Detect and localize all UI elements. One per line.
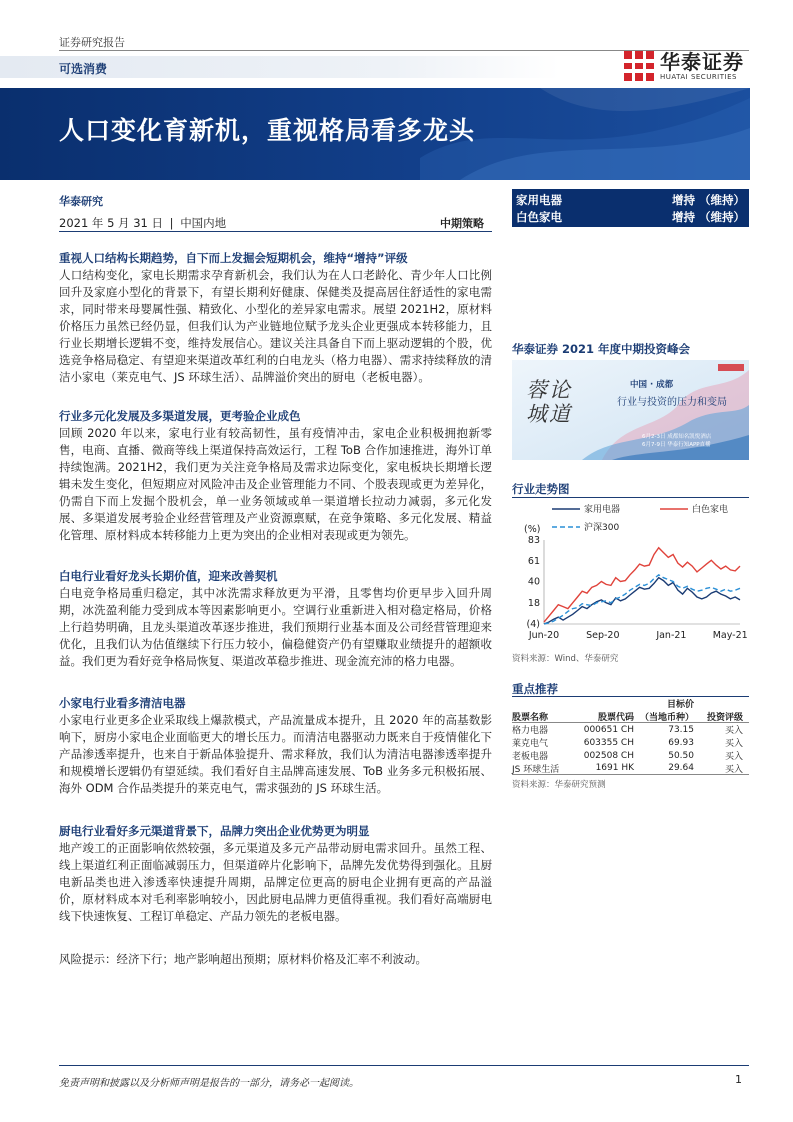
stock-name: JS 环球生活 xyxy=(512,764,560,775)
table-row xyxy=(512,736,749,749)
meta-divider xyxy=(59,231,492,232)
y-axis-label: (%) xyxy=(524,524,541,535)
sector-label: 可选消费 xyxy=(59,62,108,76)
rating-sector: 家用电器 xyxy=(516,193,562,207)
stock-rating: 买入 xyxy=(724,764,743,775)
col-header: 投资评级 xyxy=(706,712,743,723)
brand-name-cn: 华泰证券 xyxy=(660,50,744,74)
target-price: 29.64 xyxy=(668,763,694,773)
section-population xyxy=(59,250,492,386)
x-tick-label: Jun-20 xyxy=(528,630,560,641)
rating-value: 增持 （维持） xyxy=(671,210,745,224)
series-line-1 xyxy=(544,578,740,624)
section-heading: 重视人口结构长期趋势，自下而上发掘会短期机会，维持“增持”评级 xyxy=(59,251,408,265)
picks-table xyxy=(512,697,749,790)
y-tick-label: 18 xyxy=(527,597,540,609)
rating-value: 增持 （维持） xyxy=(671,193,745,207)
table-row xyxy=(512,749,749,762)
target-price: 50.50 xyxy=(668,750,694,761)
col-header-target: 目标价 xyxy=(666,700,694,710)
y-tick-label: 61 xyxy=(527,556,540,568)
y-tick-label: 40 xyxy=(527,576,540,588)
trend-chart xyxy=(512,500,749,648)
legend-label: 白色家电 xyxy=(692,505,729,515)
x-tick-label: May-21 xyxy=(712,630,748,641)
strategy-type: 中期策略 xyxy=(440,217,484,230)
section-body: 小家电行业更多企业采取线上爆款模式，产品流量成本提升，且 2020 年的高基数影响下，厨房小家电企业面临更大的增长压力。而清洁电器驱动力既来自于疫情催化下产品渗透率提升，也来自于新品体验提升、需求释放，我们认为清洁电器渗透率提升和规模增长逻辑仍有望延续。我们看好自主品牌高速发展、ToB 业务多元积极拓展、海外 ODM 合作品类提升的莱克电气，需求强劲的 JS 环球生活。 xyxy=(59,713,492,795)
brand-name-en: HUATAI SECURITIES xyxy=(660,73,737,81)
y-tick-label: 83 xyxy=(527,535,540,546)
huatai-logo-icon xyxy=(624,51,654,81)
date-region-line xyxy=(59,215,226,231)
x-tick-label: Jan-21 xyxy=(656,630,687,641)
page-number: 1 xyxy=(735,1073,742,1086)
stock-code: 603355 CH xyxy=(583,737,634,748)
footer-divider xyxy=(59,1065,749,1066)
target-price: 73.15 xyxy=(668,724,694,735)
stock-name: 老板电器 xyxy=(512,752,549,762)
series-line-2 xyxy=(544,548,740,622)
stock-code: 000651 CH xyxy=(583,724,634,735)
trend-source: 资料来源：Wind、华泰研究 xyxy=(512,654,619,664)
report-type-label: 证券研究报告 xyxy=(59,36,125,49)
section-small-appliances xyxy=(59,695,492,797)
picks-heading: 重点推荐 xyxy=(512,682,558,696)
section-body: 地产竣工的正面影响依然较强，多元渠道及多元产品带动厨电需求回升。虽然工程、线上渠道红利正面临减弱压力，但渠道碎片化影响下，品牌先发优势得到强化。且厨电新品类也进入渗透率快速提升周期，品牌定位更高的厨电企业拥有更高的产品溢价，原材料成本对毛利率影响较小，因此厨电品牌力更值得重视。我们看好高端厨电线下快速恢复、工程订单稳定、产品力领先的老板电器。 xyxy=(59,841,492,923)
section-heading: 白电行业看好龙头长期价值，迎来改善契机 xyxy=(59,569,278,583)
summit-heading: 华泰证券 2021 年度中期投资峰会 xyxy=(512,342,691,356)
stock-name: 莱克电气 xyxy=(512,739,549,749)
summit-calligraphy: 蓉论城道 xyxy=(526,378,572,426)
series-line-3 xyxy=(544,575,740,624)
section-heading: 小家电行业看多清洁电器 xyxy=(59,696,186,710)
chart-legend xyxy=(552,503,728,533)
summit-theme: 行业与投资的压力和变局 xyxy=(617,397,727,408)
rating-row xyxy=(516,209,745,225)
stock-rating: 买入 xyxy=(724,726,743,736)
stock-rating: 买入 xyxy=(724,739,743,749)
table-header-top xyxy=(512,697,749,710)
stock-code: 1691 HK xyxy=(595,763,634,773)
section-industry xyxy=(59,408,492,544)
y-tick-label: (4) xyxy=(526,619,540,630)
rating-box xyxy=(512,189,749,227)
picks-source: 资料来源：华泰研究预测 xyxy=(512,780,606,790)
col-header: 股票名称 xyxy=(512,712,549,723)
x-tick-label: Sep-20 xyxy=(586,630,620,641)
section-body: 回顾 2020 年以来，家电行业有较高韧性，虽有疫情冲击，家电企业积极拥抱新零售，电商、直播、微商等线上渠道保持高效运行，工程 ToB 合作加速推进，海外订单持续饱满。2021H2，我们更为关注竞争格局及需求边际变化，家电板块长期增长逻辑未发生变化，但短期应对风险冲击及企业管理能力不同、个股表现或更为差异化，仍需自下而上发掘个股机会，单一业务领域或单一渠道增长拉动力减弱，多元化发展、多渠道发展考验企业经营管理及产业资源禀赋，在竞争策略、多元化发展、精益化管理、原材料成本转移能力上更为突出的企业相对表现或更为领先。 xyxy=(59,426,492,542)
chart-series xyxy=(544,548,740,624)
summit-detail-2: 6月7-9日 华泰行知APP直播 xyxy=(642,442,711,448)
table-row xyxy=(512,723,749,736)
report-region: 中国内地 xyxy=(180,216,227,230)
rating-row xyxy=(516,192,745,208)
research-firm: 华泰研究 xyxy=(59,195,103,208)
report-title: 人口变化育新机，重视格局看多龙头 xyxy=(59,116,476,145)
section-body: 人口结构变化，家电长期需求孕育新机会，我们认为在人口老龄化、青少年人口比例回升及家庭小型化的背景下，有望长期利好健康、保健类及提高居住舒适性的家电需求，同时带来母婴属性强、精致化、小型化的差异家电需求。展望 2021H2，原材料价格压力虽然已经仍显，但我们认为产业链地位赋予龙头企业更强成本转移能力，且行业长期增长逻辑不变，维持发展信心。建议关注具备自下而上驱动逻辑的个股，优选竞争格局稳定、有望迎来渠道改革红利的白电龙头（格力电器）、需求持续释放的清洁小家电（莱克电气、JS 环球生活）、品牌溢价突出的厨电（老板电器）。 xyxy=(59,268,492,384)
summit-sub-brand: 中国 · 成都 xyxy=(630,380,674,390)
stock-name: 格力电器 xyxy=(512,726,549,736)
table-row xyxy=(512,762,749,775)
col-header: （当地币种） xyxy=(639,712,694,723)
rating-sector: 白色家电 xyxy=(516,210,562,224)
brand-logo xyxy=(624,51,744,81)
x-axis xyxy=(528,624,748,641)
meta-separator: | xyxy=(169,216,174,230)
stock-rating: 买入 xyxy=(724,752,743,762)
y-axis xyxy=(527,535,544,630)
legend-label: 家用电器 xyxy=(584,505,621,515)
section-heading: 厨电行业看好多元渠道背景下，品牌力突出企业优势更为明显 xyxy=(59,824,370,838)
section-kitchen xyxy=(59,823,492,925)
section-white-goods xyxy=(59,568,492,670)
stock-code: 002508 CH xyxy=(583,750,634,761)
summit-detail-1: 6月2-3日 成都知名凯悦酒店 xyxy=(642,434,712,440)
table-header xyxy=(512,710,749,723)
section-body: 白电竞争格局重归稳定，其中冰洗需求释放更为平滑，且零售均价更早步入回升周期，冰洗盈利能力受到成本等因素影响更小。空调行业重新进入相对稳定格局，价格上行趋势明确，且龙头渠道改革逐步推进，我们预期行业基本面及公司经营管理迎来优化，且我们认为估值继续下行压力较小，偏稳健资产仍有望赚取业绩提升的超额收益。我们更为看好竞争格局恢复、渠道改革稳步推进、现金流充沛的格力电器。 xyxy=(59,586,492,668)
trend-divider xyxy=(512,497,749,498)
legend-label: 沪深300 xyxy=(584,523,620,533)
col-header: 股票代码 xyxy=(597,712,634,723)
summit-banner[interactable] xyxy=(512,360,749,460)
risk-warning: 风险提示：经济下行；地产影响超出预期；原材料价格及汇率不利波动。 xyxy=(59,952,427,966)
disclaimer-text: 免责声明和披露以及分析师声明是报告的一部分，请务必一起阅读。 xyxy=(59,1078,359,1089)
report-date: 2021 年 5 月 31 日 xyxy=(59,216,163,230)
section-heading: 行业多元化发展及多渠道发展，更考验企业成色 xyxy=(59,409,301,423)
target-price: 69.93 xyxy=(668,737,694,748)
trend-heading: 行业走势图 xyxy=(512,482,570,496)
